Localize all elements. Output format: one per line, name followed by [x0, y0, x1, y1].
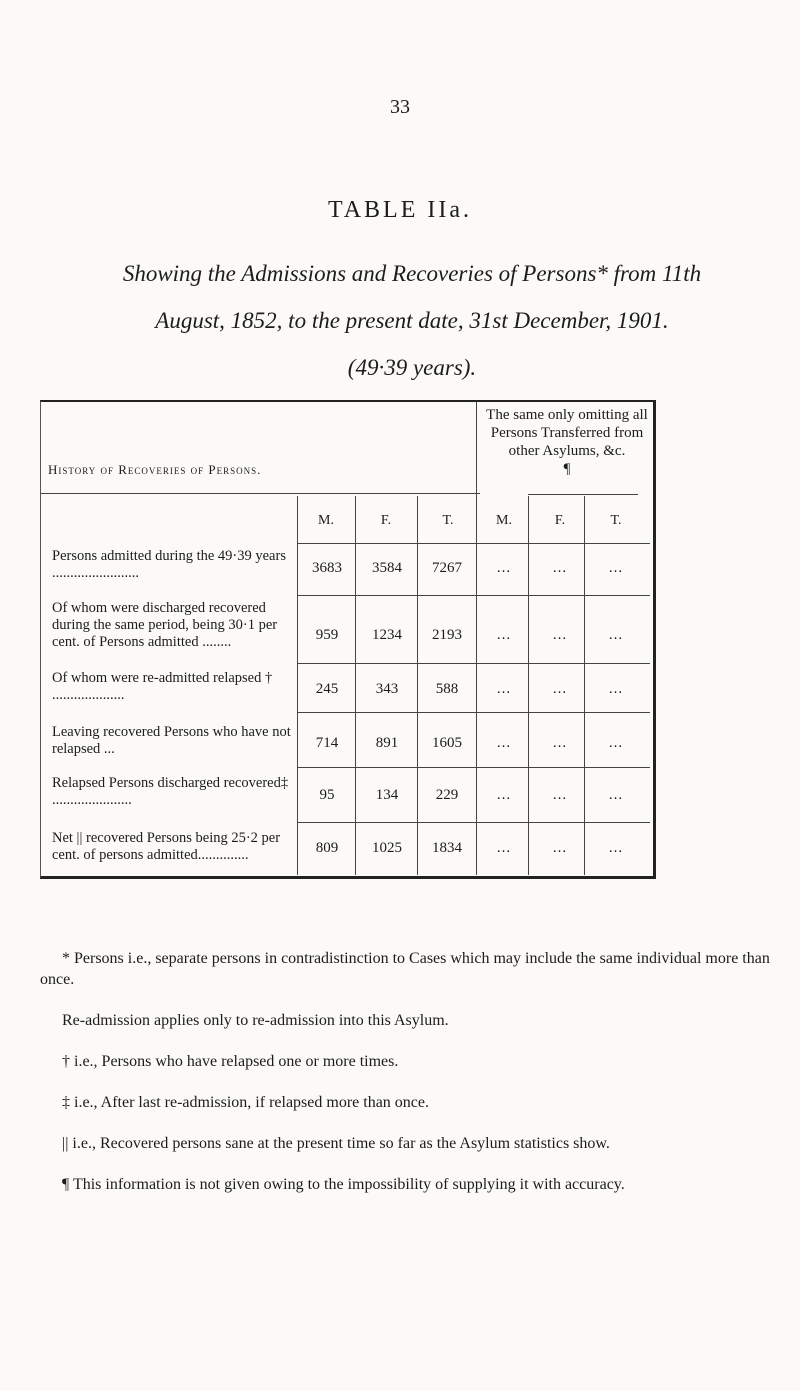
footnote-dagger: † i.e., Persons who have relapsed one or more times.: [62, 1053, 399, 1070]
cell-discharged-m2: ...: [496, 627, 512, 643]
cell-admitted-m2: ...: [496, 560, 512, 576]
cell-net-t: 1834: [432, 840, 462, 856]
cell-admitted-m: 3683: [312, 560, 342, 576]
divider-row-6: [298, 822, 650, 823]
footnote-readmission: Re-admission applies only to re-admission into this Asylum.: [62, 1012, 449, 1029]
column-header-m: M.: [318, 513, 334, 528]
cell-relapsed-discharged-m: 95: [319, 787, 335, 803]
cell-relapsed-f: 343: [375, 681, 399, 697]
left-section-header: History of Recoveries of Persons.: [48, 462, 262, 477]
cell-relapsed-f2: ...: [552, 681, 568, 697]
row-label-leaving-recovered: Leaving recovered Persons who have not relapsed ...: [52, 724, 291, 757]
subtitle-line-2: August, 1852, to the present date, 31st December, 1901.: [155, 308, 669, 333]
cell-leaving-t: 1605: [432, 735, 462, 751]
cell-relapsed-m2: ...: [496, 681, 512, 697]
right-section-header: [478, 406, 656, 478]
pilcrow-mark: ¶: [563, 461, 571, 477]
cell-relapsed-discharged-f2: ...: [552, 787, 568, 803]
page-number: 33: [390, 96, 410, 118]
column-header-m2: M.: [496, 513, 512, 528]
cell-leaving-t2: ...: [608, 735, 624, 751]
footnote-persons: * Persons i.e., separate persons in contradistinction to Cases which may include the same individual more than once.: [40, 950, 770, 988]
cell-net-m: 809: [315, 840, 339, 856]
cell-admitted-t: 7267: [432, 560, 462, 576]
table-title: TABLE IIa.: [327, 197, 473, 223]
cell-relapsed-m: 245: [315, 681, 339, 697]
cell-discharged-f2: ...: [552, 627, 568, 643]
divider-row-2: [298, 595, 650, 596]
footnotes: [40, 948, 770, 1215]
column-header-f: F.: [380, 513, 392, 528]
column-header-f2: F.: [554, 513, 566, 528]
right-section-header-text: The same only omitting all Persons Transferred from other Asylums, &c.: [486, 407, 648, 459]
divider-row-1: [298, 543, 650, 544]
divider-header: [41, 493, 480, 494]
cell-net-m2: ...: [496, 840, 512, 856]
cell-discharged-t2: ...: [608, 627, 624, 643]
cell-discharged-f: 1234: [372, 627, 402, 643]
row-label-net-recovered: Net || recovered Persons being 25·2 per cent. of persons admitted..............: [52, 830, 281, 863]
cell-leaving-f2: ...: [552, 735, 568, 751]
cell-admitted-t2: ...: [608, 560, 624, 576]
cell-relapsed-discharged-t2: ...: [608, 787, 624, 803]
row-label-admitted: Persons admitted during the 49·39 years ........................: [52, 548, 286, 581]
divider-row-3: [298, 663, 650, 664]
cell-discharged-m: 959: [315, 627, 339, 643]
footnote-double-dagger: ‡ i.e., After last re-admission, if relapsed more than once.: [62, 1094, 429, 1111]
cell-relapsed-discharged-t: 229: [435, 787, 459, 803]
cell-discharged-t: 2193: [432, 627, 462, 643]
divider-header-right: [528, 494, 638, 495]
divider-row-5: [298, 767, 650, 768]
cell-admitted-f: 3584: [372, 560, 402, 576]
footnote-parallel: || i.e., Recovered persons sane at the present time so far as the Asylum statistics show.: [62, 1135, 610, 1152]
cell-relapsed-discharged-f: 134: [375, 787, 399, 803]
cell-admitted-f2: ...: [552, 560, 568, 576]
divider-row-4: [298, 712, 650, 713]
cell-relapsed-discharged-m2: ...: [496, 787, 512, 803]
cell-leaving-m2: ...: [496, 735, 512, 751]
column-header-t2: T.: [610, 513, 622, 528]
row-label-relapsed-discharged: Relapsed Persons discharged recovered‡ ......................: [52, 775, 289, 808]
footnote-pilcrow: ¶ This information is not given owing to the impossibility of supplying it with accuracy.: [62, 1176, 625, 1193]
cell-net-t2: ...: [608, 840, 624, 856]
cell-leaving-f: 891: [375, 735, 399, 751]
subtitle-line-1: Showing the Admissions and Recoveries of Persons* from 11th: [122, 261, 702, 286]
cell-relapsed-t2: ...: [608, 681, 624, 697]
row-label-discharged-recovered: Of whom were discharged recovered during the same period, being 30·1 per cent. of Persons admitted ........: [52, 600, 278, 650]
cell-net-f2: ...: [552, 840, 568, 856]
cell-relapsed-t: 588: [435, 681, 459, 697]
column-header-t: T.: [442, 513, 454, 528]
row-label-readmitted-relapsed: Of whom were re-admitted relapsed † ....................: [52, 670, 273, 703]
cell-leaving-m: 714: [315, 735, 339, 751]
subtitle-line-3: (49·39 years).: [347, 355, 477, 380]
cell-net-f: 1025: [372, 840, 402, 856]
